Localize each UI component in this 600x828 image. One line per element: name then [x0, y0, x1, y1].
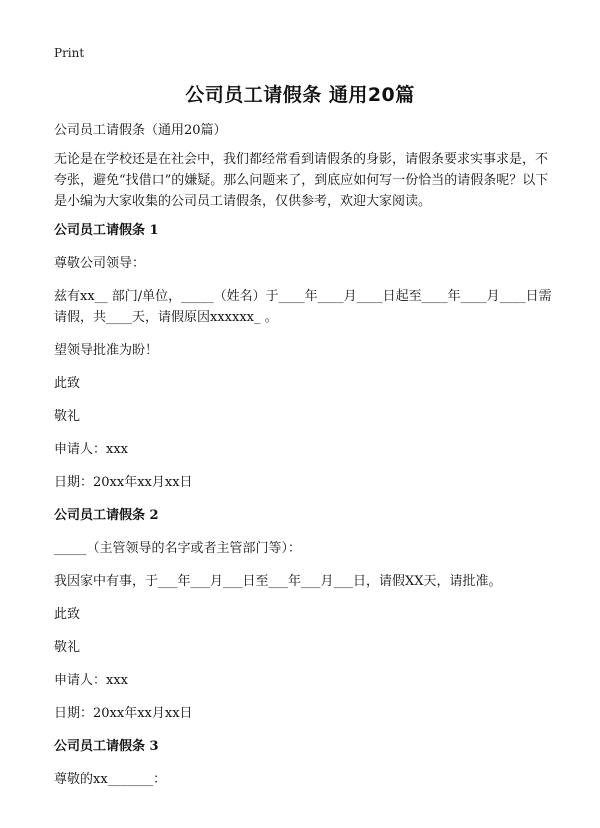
section-1-date: 日期：20xx年xx月xx日	[54, 475, 193, 490]
print-link[interactable]: Print	[54, 46, 85, 60]
section-2-body: 我因家中有事，于___年___月___日至___年___月___日，请假XX天，请批准。	[54, 574, 502, 589]
section-1-closing-1: 此致	[54, 376, 81, 391]
section-2-closing-1: 此致	[54, 607, 81, 622]
page-title: 公司员工请假条 通用20篇	[185, 84, 415, 106]
section-1-body: 兹有xx__ 部门/单位，_____（姓名）于____年____月____日起至____年____月____日需请假，共____天，请假原因xxxxxx_ 。	[54, 289, 552, 325]
section-1-closing-2: 敬礼	[54, 409, 81, 424]
section-heading-1: 公司员工请假条 1	[54, 223, 159, 238]
article-body	[54, 120, 552, 790]
section-2-greeting: _____（主管领导的名字或者主管部门等）：	[54, 541, 302, 556]
section-1-greeting: 尊敬公司领导：	[54, 256, 146, 271]
section-heading-2: 公司员工请假条 2	[54, 508, 159, 523]
section-heading-3: 公司员工请假条 3	[54, 739, 159, 754]
section-2-closing-2: 敬礼	[54, 640, 81, 655]
intro-paragraph: 无论是在学校还是在社会中，我们都经常看到请假条的身影，请假条要求实事求是，不夸张，避免“找借口”的嫌疑。那么问题来了，到底应如何写一份恰当的请假条呢？以下是小编为大家收集的公司员工请假条，仅供参考，欢迎大家阅读。	[54, 152, 549, 209]
section-3-greeting: 尊敬的xx_______：	[54, 772, 167, 787]
section-1-applicant: 申请人：xxx	[54, 442, 128, 457]
article-subtitle: 公司员工请假条（通用20篇）	[54, 123, 227, 138]
section-2-date: 日期：20xx年xx月xx日	[54, 706, 193, 721]
section-2-applicant: 申请人：xxx	[54, 673, 128, 688]
section-1-request: 望领导批准为盼！	[54, 343, 159, 358]
